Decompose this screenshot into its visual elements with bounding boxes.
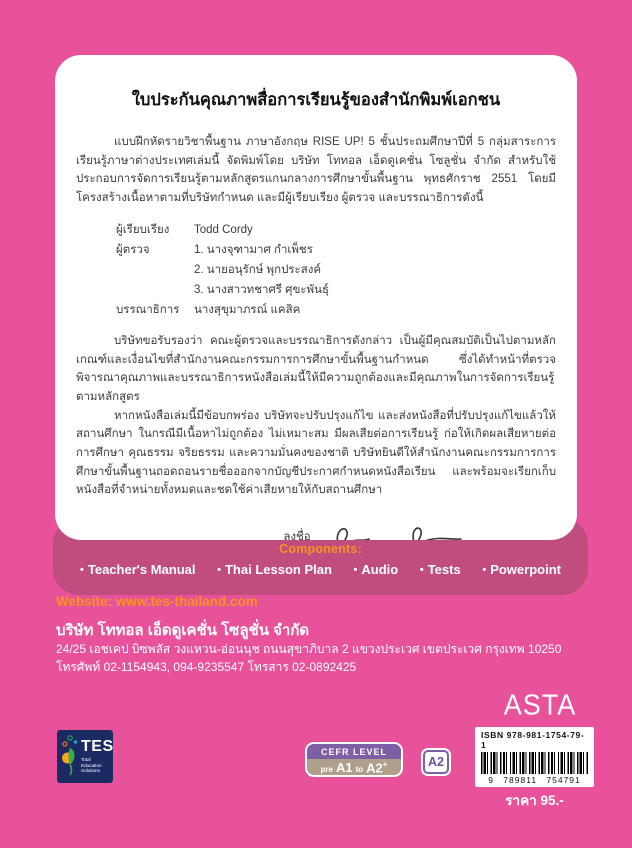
author-value: Todd Cordy — [194, 223, 253, 236]
editor-label: บรรณาธิการ — [116, 304, 180, 316]
certificate-paragraph-1: แบบฝึกหัดรายวิชาพื้นฐาน ภาษาอังกฤษ RISE UP! 5 ชั้นประถมศึกษาปีที่ 5 กลุ่มสาระการเรียนรู้ภาษาต่างประเทศเล่มนี้ จัดพิมพ์โดย บริษัท โททอล เอ็ดดูเคชั่น โซลูชั่น จำกัด สำหรับใช้ประกอบการจัดการเรียนรู้ตามหลักสูตรแกนกลางการศึกษาขั้นพื้นฐาน พุทธศักราช 2551 โดยมีโครงสร้างเนื้อหาตามที่บริษัทกำหนด และมีผู้เรียบเรียง ผู้ตรวจ และบรรณาธิการดังนี้ — [76, 136, 556, 204]
bullet-icon: • — [353, 564, 358, 576]
credit-row-reviewers — [116, 240, 556, 300]
credit-row-editor — [116, 300, 556, 320]
cefr-range-end: A2+ — [366, 760, 388, 776]
component-item — [482, 562, 561, 577]
isbn-barcode — [475, 727, 594, 787]
component-item — [80, 562, 195, 577]
isbn-label: ISBN 978-981-1754-79-1 — [481, 730, 585, 750]
reviewers-values — [194, 240, 329, 300]
signature-block — [76, 522, 556, 540]
bullet-icon: • — [419, 564, 424, 576]
component-item — [217, 562, 332, 577]
components-items — [53, 562, 588, 577]
component-item-label: Tests — [427, 562, 461, 577]
tes-logo — [57, 730, 113, 783]
cefr-range-pre: pre — [320, 765, 333, 775]
bullet-icon: • — [217, 564, 221, 576]
tes-logo-subtext: Total Education Solutions — [81, 756, 102, 774]
company-address: 24/25 เอชเคป บิซพลัส วงแหวน-อ่อนนุช ถนนสุขาภิบาล 2 แขวงประเวศ เขตประเวศ กรุงเทพ 10250 — [56, 642, 562, 656]
tes-logo-text: TES — [81, 737, 114, 755]
reviewers-label: ผู้ตรวจ — [116, 243, 150, 256]
company-name: บริษัท โททอล เอ็ดดูเคชั่น โซลูชั่น จำกัด — [56, 622, 310, 639]
website-link: Website: www.tes-thailand.com — [56, 594, 258, 609]
bullet-icon: • — [482, 564, 487, 576]
credits-list — [116, 220, 556, 321]
cefr-level-badge — [305, 742, 403, 777]
bullet-icon: • — [80, 564, 84, 576]
reviewer-name: 2. นายอนุรักษ์ พุกประสงค์ — [194, 263, 322, 276]
component-item — [354, 562, 399, 577]
certificate-title: ใบประกันคุณภาพสื่อการเรียนรู้ของสำนักพิมพ์เอกชน — [131, 91, 501, 109]
component-item — [420, 562, 461, 577]
component-item-label: Thai Lesson Plan — [224, 562, 332, 577]
components-label: Components: — [279, 542, 362, 556]
author-label: ผู้เรียบเรียง — [116, 223, 170, 236]
cefr-level-label: CEFR LEVEL — [307, 744, 401, 759]
tes-logo-text-block — [81, 739, 114, 775]
a2-level-badge — [421, 748, 451, 776]
component-item-label: Teacher's Manual — [87, 562, 196, 577]
a2-level-text: A2 — [423, 750, 449, 774]
barcode-digits: 9 789811 754791 — [488, 775, 581, 785]
certificate-paragraph-3: หากหนังสือเล่มนี้มีข้อบกพร่อง บริษัทจะปรับปรุงแก้ไข และส่งหนังสือที่ปรับปรุงแก้ไขแล้วให้สถานศึกษา ในกรณีมีเนื้อหาไม่ถูกต้อง ไม่เหมาะสม มีผลเสียต่อการเรียนรู้ ก่อให้เกิดผลเสียหายต่อการศึกษา คุณธรรม จริยธรรม และความมั่นคงของชาติ บริษัทยินดีให้สำนักงานคณะกรรมการการศึกษาขั้นพื้นฐานถอดถอนรายชื่อออกจากบัญชีประกาศกำหนดหนังสือเรียน และพร้อมจะเรียกเก็บหนังสือที่จำหน่ายทั้งหมดและชดใช้ค่าเสียหายให้กับสถานศึกษา — [76, 409, 556, 497]
price-label: ราคา 95.- — [505, 793, 564, 808]
components-section — [53, 542, 588, 577]
barcode-bars-icon — [481, 752, 588, 774]
component-item-label: Powerpoint — [490, 562, 561, 577]
reviewer-name: 3. นางสาวทชาศรี ศุขะพันธุ์ — [194, 283, 329, 296]
sign-label: ลงชื่อ — [283, 530, 311, 540]
tes-logo-icon — [61, 734, 79, 779]
signature-line — [196, 522, 556, 540]
quality-certificate-card — [55, 55, 577, 540]
component-item-label: Audio — [361, 562, 399, 577]
cefr-level-range — [307, 759, 401, 775]
cefr-range-to: to — [355, 765, 364, 775]
asta-logo: ASTA — [503, 689, 577, 721]
credit-row-author — [116, 220, 556, 240]
cefr-range-plus: + — [382, 760, 388, 769]
signature-scribble-icon — [319, 522, 469, 540]
editor-value: นางสุขุมาภรณ์ แคสิค — [194, 304, 301, 316]
reviewer-name: 1. นางจุฑามาศ กำเพ็ชร — [194, 243, 313, 256]
cefr-range-from: A1 — [335, 760, 353, 776]
certificate-paragraph-2: บริษัทขอรับรองว่า คณะผู้ตรวจและบรรณาธิการดังกล่าว เป็นผู้มีคุณสมบัติเป็นไปตามหลักเกณฑ์และเงื่อนไขที่สำนักงานคณะกรรมการการศึกษาขั้นพื้นฐานกำหนด ซึ่งได้ทำหน้าที่ตรวจพิจารณาคุณภาพและบรรณาธิการหนังสือเล่มนี้ให้มีความถูกต้องและมีคุณภาพในการจัดการเรียนรู้ตามหลักสูตร — [76, 335, 556, 403]
company-phone: โทรศัพท์ 02-1154943, 094-9235547 โทรสาร 02-0892425 — [56, 660, 357, 674]
